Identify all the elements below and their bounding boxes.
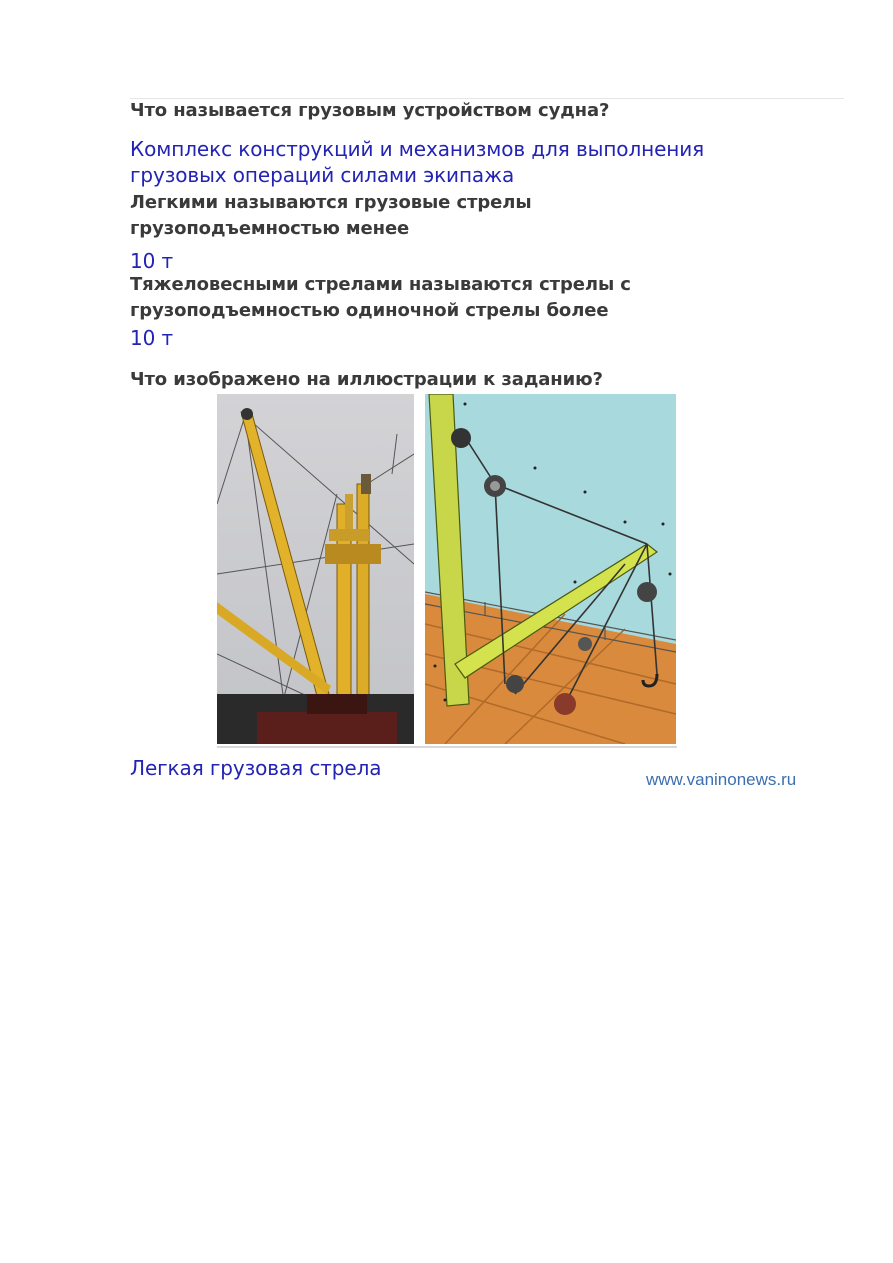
question-1: Что называется грузовым устройством судна? bbox=[130, 100, 610, 121]
answer-3: 10 т bbox=[130, 326, 174, 350]
top-divider bbox=[130, 98, 844, 99]
question-4: Что изображено на иллюстрации к заданию? bbox=[130, 369, 603, 390]
cargo-boom-diagram bbox=[425, 394, 676, 744]
watermark-url: www.vaninonews.ru bbox=[646, 770, 797, 789]
answer-1-line-2: грузовых операций силами экипажа bbox=[130, 163, 515, 187]
question-2-line-2: грузоподъемностью менее bbox=[130, 218, 410, 239]
cargo-boom-photo bbox=[217, 394, 414, 744]
question-3-line-1: Тяжеловесными стрелами называются стрелы с bbox=[130, 274, 631, 295]
illustration-frame bbox=[217, 394, 677, 748]
question-2-line-1: Легкими называются грузовые стрелы bbox=[130, 192, 532, 213]
question-3-line-2: грузоподъемностью одиночной стрелы более bbox=[130, 300, 609, 321]
answer-2: 10 т bbox=[130, 249, 174, 273]
answer-4: Легкая грузовая стрела bbox=[130, 756, 382, 780]
answer-1-line-1: Комплекс конструкций и механизмов для выполнения bbox=[130, 137, 705, 161]
